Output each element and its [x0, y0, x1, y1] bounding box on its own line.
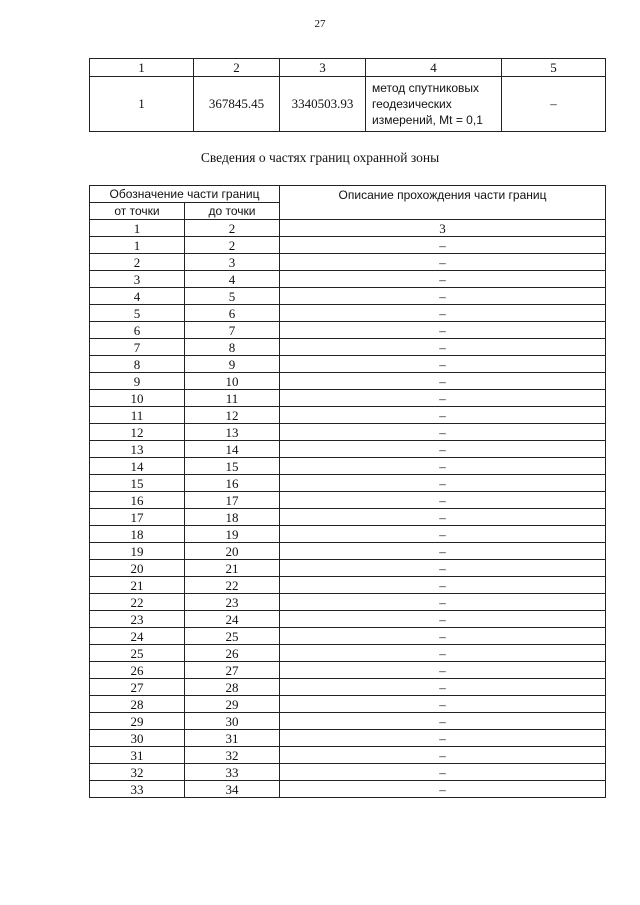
table-row — [90, 662, 606, 679]
from-point-cell: 24 — [90, 628, 185, 645]
description-cell: – — [280, 390, 606, 407]
to-point-cell: 5 — [185, 288, 280, 305]
description-cell: – — [280, 679, 606, 696]
table-row — [90, 237, 606, 254]
to-point-cell: 17 — [185, 492, 280, 509]
from-point-cell: 20 — [90, 560, 185, 577]
from-point-cell: 4 — [90, 288, 185, 305]
table-row — [90, 373, 606, 390]
from-point-cell: 33 — [90, 781, 185, 798]
table-row — [90, 441, 606, 458]
table-row — [90, 356, 606, 373]
from-point-cell: 22 — [90, 594, 185, 611]
method-line: геодезических — [372, 97, 452, 111]
header-col-3: 3 — [280, 59, 366, 77]
description-cell: – — [280, 322, 606, 339]
header-col-4: 4 — [366, 59, 502, 77]
description-cell: – — [280, 628, 606, 645]
method-cell — [366, 77, 502, 132]
from-point-cell: 26 — [90, 662, 185, 679]
table-row — [90, 577, 606, 594]
from-point-cell: 18 — [90, 526, 185, 543]
table-row — [90, 713, 606, 730]
to-point-cell: 11 — [185, 390, 280, 407]
from-point-cell: 13 — [90, 441, 185, 458]
table-row — [90, 730, 606, 747]
table-row — [90, 543, 606, 560]
header-part-designation: Обозначение части границ — [90, 186, 280, 203]
from-point-cell: 19 — [90, 543, 185, 560]
to-point-cell: 33 — [185, 764, 280, 781]
method-line: метод спутниковых — [372, 81, 480, 95]
to-point-cell: 32 — [185, 747, 280, 764]
to-point-cell: 30 — [185, 713, 280, 730]
table-row — [90, 424, 606, 441]
from-point-cell: 30 — [90, 730, 185, 747]
description-cell: – — [280, 254, 606, 271]
description-cell: – — [280, 713, 606, 730]
description-cell: – — [280, 730, 606, 747]
table-row — [90, 458, 606, 475]
from-point-cell: 7 — [90, 339, 185, 356]
from-point-cell: 27 — [90, 679, 185, 696]
description-cell: – — [280, 424, 606, 441]
from-point-cell: 32 — [90, 764, 185, 781]
description-cell: – — [280, 526, 606, 543]
to-point-cell: 18 — [185, 509, 280, 526]
table-row — [90, 254, 606, 271]
header-from-point: от точки — [90, 203, 185, 220]
to-point-cell: 34 — [185, 781, 280, 798]
table-row — [90, 611, 606, 628]
to-point-cell: 13 — [185, 424, 280, 441]
from-point-cell: 17 — [90, 509, 185, 526]
from-point-cell: 3 — [90, 271, 185, 288]
table-row — [90, 679, 606, 696]
description-cell: – — [280, 407, 606, 424]
from-point-cell: 8 — [90, 356, 185, 373]
description-cell: – — [280, 356, 606, 373]
page-number: 27 — [314, 18, 326, 30]
to-point-cell: 9 — [185, 356, 280, 373]
from-point-cell: 6 — [90, 322, 185, 339]
description-cell: – — [280, 237, 606, 254]
description-cell: – — [280, 509, 606, 526]
to-point-cell: 24 — [185, 611, 280, 628]
table-row — [90, 475, 606, 492]
table-row — [90, 492, 606, 509]
coordinates-header-row — [90, 59, 606, 77]
description-cell: – — [280, 305, 606, 322]
to-point-cell: 31 — [185, 730, 280, 747]
numbering-cell: 1 — [90, 220, 185, 237]
boundary-parts-table — [89, 185, 606, 798]
from-point-cell: 28 — [90, 696, 185, 713]
from-point-cell: 9 — [90, 373, 185, 390]
description-cell: – — [280, 271, 606, 288]
from-point-cell: 23 — [90, 611, 185, 628]
numbering-row — [90, 220, 606, 237]
point-number: 1 — [90, 77, 194, 132]
table-row — [90, 696, 606, 713]
table-row — [90, 594, 606, 611]
table-row — [90, 560, 606, 577]
header-col-5: 5 — [502, 59, 606, 77]
from-point-cell: 11 — [90, 407, 185, 424]
to-point-cell: 21 — [185, 560, 280, 577]
to-point-cell: 27 — [185, 662, 280, 679]
to-point-cell: 20 — [185, 543, 280, 560]
table-row — [90, 628, 606, 645]
numbering-cell: 3 — [280, 220, 606, 237]
table-row — [90, 271, 606, 288]
table-row — [90, 764, 606, 781]
description-cell: – — [280, 747, 606, 764]
description-cell: – — [280, 373, 606, 390]
table-row — [90, 407, 606, 424]
to-point-cell: 28 — [185, 679, 280, 696]
to-point-cell: 8 — [185, 339, 280, 356]
to-point-cell: 2 — [185, 237, 280, 254]
table-row — [90, 339, 606, 356]
description-cell: – — [280, 339, 606, 356]
from-point-cell: 10 — [90, 390, 185, 407]
from-point-cell: 5 — [90, 305, 185, 322]
table-row — [90, 526, 606, 543]
table-row — [90, 747, 606, 764]
from-point-cell: 21 — [90, 577, 185, 594]
coordinates-table — [89, 58, 606, 132]
table-row — [90, 645, 606, 662]
numbering-cell: 2 — [185, 220, 280, 237]
description-cell: – — [280, 577, 606, 594]
coordinate-x: 367845.45 — [194, 77, 280, 132]
from-point-cell: 16 — [90, 492, 185, 509]
header-description: Описание прохождения части границ — [280, 186, 606, 220]
section-title: Сведения о частях границ охранной зоны — [200, 150, 440, 165]
to-point-cell: 23 — [185, 594, 280, 611]
coordinate-y: 3340503.93 — [280, 77, 366, 132]
to-point-cell: 4 — [185, 271, 280, 288]
header-col-1: 1 — [90, 59, 194, 77]
from-point-cell: 14 — [90, 458, 185, 475]
from-point-cell: 2 — [90, 254, 185, 271]
from-point-cell: 12 — [90, 424, 185, 441]
to-point-cell: 29 — [185, 696, 280, 713]
to-point-cell: 3 — [185, 254, 280, 271]
from-point-cell: 15 — [90, 475, 185, 492]
description-cell: – — [280, 662, 606, 679]
description-cell: – — [280, 594, 606, 611]
description-cell: – — [280, 288, 606, 305]
description-cell: – — [280, 696, 606, 713]
header-col-2: 2 — [194, 59, 280, 77]
description-cell: – — [280, 560, 606, 577]
from-point-cell: 25 — [90, 645, 185, 662]
table-row — [90, 305, 606, 322]
from-point-cell: 31 — [90, 747, 185, 764]
table-row — [90, 322, 606, 339]
description-cell: – — [280, 492, 606, 509]
description-cell: – — [280, 764, 606, 781]
coordinates-data-row — [90, 77, 606, 132]
header-row-1 — [90, 186, 606, 203]
description-cell: – — [280, 611, 606, 628]
header-to-point: до точки — [185, 203, 280, 220]
table-row — [90, 509, 606, 526]
to-point-cell: 26 — [185, 645, 280, 662]
method-line: измерений, Mt = 0,1 — [372, 113, 483, 127]
description-cell: – — [280, 458, 606, 475]
table-row — [90, 288, 606, 305]
to-point-cell: 6 — [185, 305, 280, 322]
from-point-cell: 29 — [90, 713, 185, 730]
to-point-cell: 25 — [185, 628, 280, 645]
to-point-cell: 15 — [185, 458, 280, 475]
col-5-value: – — [502, 77, 606, 132]
from-point-cell: 1 — [90, 237, 185, 254]
description-cell: – — [280, 645, 606, 662]
to-point-cell: 16 — [185, 475, 280, 492]
description-cell: – — [280, 543, 606, 560]
description-cell: – — [280, 441, 606, 458]
to-point-cell: 10 — [185, 373, 280, 390]
to-point-cell: 7 — [185, 322, 280, 339]
to-point-cell: 14 — [185, 441, 280, 458]
table-row — [90, 390, 606, 407]
table-row — [90, 781, 606, 798]
description-cell: – — [280, 475, 606, 492]
to-point-cell: 12 — [185, 407, 280, 424]
description-cell: – — [280, 781, 606, 798]
to-point-cell: 22 — [185, 577, 280, 594]
to-point-cell: 19 — [185, 526, 280, 543]
